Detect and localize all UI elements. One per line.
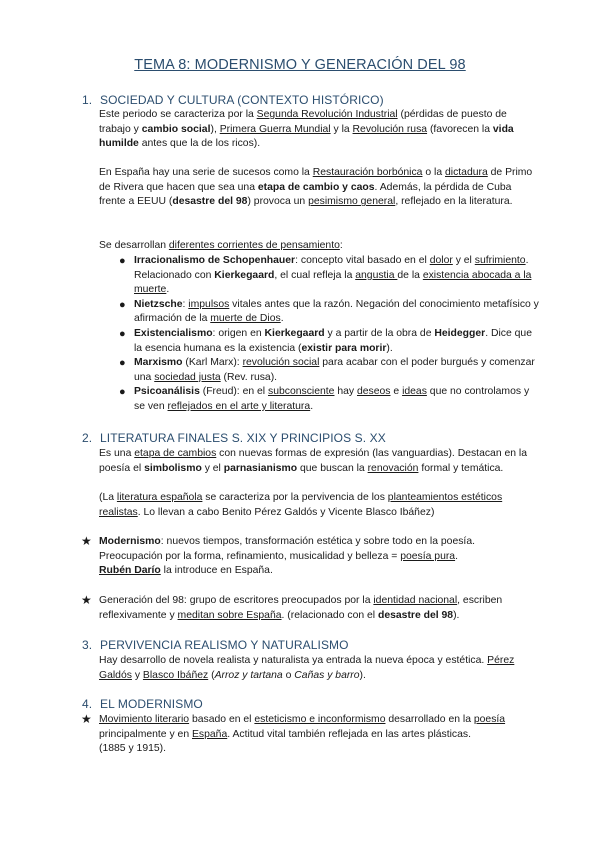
section-3-heading	[82, 638, 349, 653]
list-item: ● Irracionalismo de Schopenhauer: concepto vital basado en el dolor y el sufrimiento. Relacionado con Kierkegaard, el cual refleja la angustia de la existencia abocada a la muerte.	[119, 255, 532, 296]
list-item: ● Marxismo (Karl Marx): revolución social para acabar con el poder burgués y comenzar una sociedad justa (Rev. rusa).	[119, 357, 535, 383]
paragraph: Movimiento literario basado en el esteticismo e inconformismo desarrollado en la poesía principalmente y en España. Actitud vital también reflejada en las artes plásticas. (1885 y 1915).	[99, 714, 506, 755]
star-icon: ★	[81, 593, 92, 607]
section-2-heading	[82, 431, 386, 446]
paragraph: Este periodo se caracteriza por la Segunda Revolución Industrial (pérdidas de puesto de trabajo y cambio social), Primera Guerra Mundial y la Revolución rusa (favorecen la vida humilde antes que la de los ricos).	[99, 109, 514, 150]
star-icon: ★	[81, 712, 92, 726]
section-title: PERVIVENCIA REALISMO Y NATURALISMO	[100, 638, 349, 652]
section-title: EL MODERNISMO	[100, 697, 203, 711]
section-number: 4.	[82, 697, 93, 711]
list-item: ● Existencialismo: origen en Kierkegaard y a partir de la obra de Heidegger. Dice que la esencia humana es la existencia (existir para morir).	[119, 327, 532, 354]
paragraph: En España hay una serie de sucesos como la Restauración borbónica o la dictadura de Primo de Rivera que hacen que sea una etapa de cambio y caos. Además, la pérdida de Cuba frente a EEUU (desastre del 98) provoca un pesimismo general, reflejado en la literatura.	[99, 167, 533, 208]
modernismo-note: Modernismo: nuevos tiempos, transformación estética y sobre todo en la poesía. Preocupación por la forma, refinamiento, musicalidad y belleza = poesía pura. Rubén Darío la introduce en España.	[99, 536, 475, 577]
paragraph: Es una etapa de cambios con nuevas formas de expresión (las vanguardias). Destacan en la poesía el simbolismo y el parnasianismo que buscan la renovación formal y temática.	[99, 448, 528, 474]
list-item: ● Nietzsche: impulsos vitales antes que la razón. Negación del conocimiento metafísico y afirmación de la muerte de Dios.	[119, 298, 539, 325]
paragraph: Se desarrollan diferentes corrientes de pensamiento:	[99, 240, 343, 251]
list-item: ● Psicoanálisis (Freud): en el subconsciente hay deseos e ideas que no controlamos y se ven reflejados en el arte y literatura.	[119, 386, 530, 412]
generacion-98-note: Generación del 98: grupo de escritores preocupados por la identidad nacional, escriben reflexivamente y meditan sobre España. (relacionado con el desastre del 98).	[99, 595, 503, 621]
section-1-heading	[82, 93, 384, 108]
section-number: 1.	[82, 93, 93, 107]
section-title: LITERATURA FINALES S. XIX Y PRINCIPIOS S. XX	[100, 431, 386, 445]
section-number: 3.	[82, 638, 93, 652]
section-4-heading	[82, 697, 203, 712]
section-number: 2.	[82, 431, 93, 445]
paragraph: Hay desarrollo de novela realista y naturalista ya entrada la nueva época y estética. Pérez Galdós y Blasco Ibáñez (Arroz y tartana o Cañas y barro).	[99, 655, 515, 681]
star-icon: ★	[81, 534, 92, 548]
page-title: TEMA 8: MODERNISMO Y GENERACIÓN DEL 98	[134, 57, 466, 73]
section-title: SOCIEDAD Y CULTURA (CONTEXTO HISTÓRICO)	[100, 93, 384, 107]
paragraph: (La literatura española se caracteriza por la pervivencia de los planteamientos estéticos realistas. Lo llevan a cabo Benito Pérez Galdós y Vicente Blasco Ibáñez)	[99, 492, 503, 518]
thought-currents-list	[99, 254, 539, 415]
